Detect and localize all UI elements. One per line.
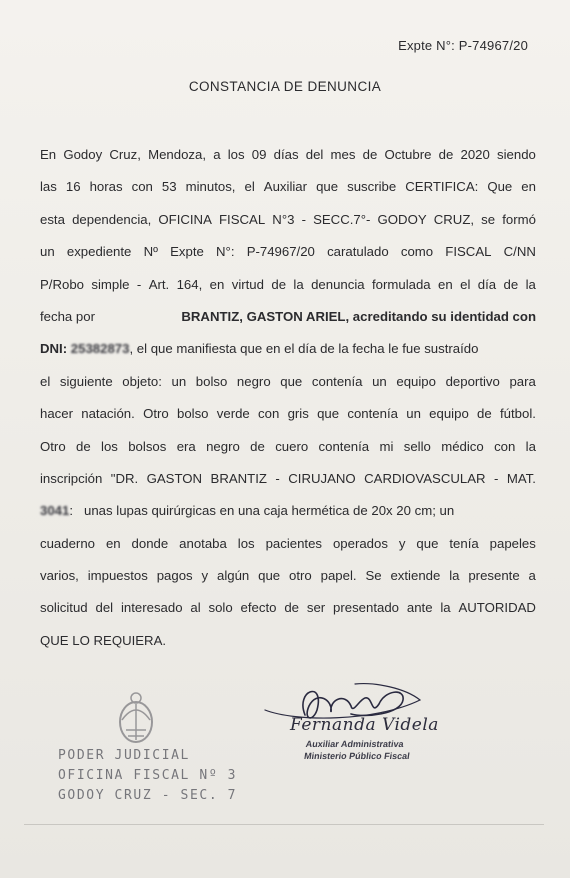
body-word: varios, [40,568,79,584]
body-word: equipo [396,373,436,389]
body-word: Mendoza, [148,147,206,162]
body-line-4 [40,242,536,274]
body-word: C/NN [503,244,536,260]
body-word: y [201,568,209,584]
body-word: solo [208,600,233,616]
body-word: la [440,600,451,616]
body-word: MAT. [506,470,536,486]
body-word: GASTON [146,470,203,486]
body-word: simple [91,276,130,292]
dni-redacted: 25382873 [70,341,130,357]
body-word: N°: [216,244,235,260]
signatory-role-line-1: Auxiliar Administrativa [305,739,405,749]
body-word: impuestos [87,568,148,584]
body-word: que [280,373,303,389]
body-word: deportivo [445,373,500,389]
body-word: para [509,373,536,389]
body-word: virtud [231,276,264,292]
body-word: - [493,470,499,486]
body-word: formulada [372,276,431,292]
body-word: efecto [240,600,277,616]
body-word: verde [216,406,250,422]
body-word: FISCAL [219,211,266,227]
body-word: al [190,600,201,616]
body-word: de [271,276,287,292]
body-word: contenía [311,373,363,389]
body-word: de [477,406,492,422]
body-word: bolso [195,373,228,389]
body-word: 2020 [460,147,490,162]
body-word: ser [306,600,326,616]
signatory-role [303,738,412,762]
body-word: a [213,147,221,162]
body-word: AUTORIDAD [458,600,536,616]
body-word: gris [287,406,309,422]
case-number: Expte N°: P-74967/20 [398,38,528,53]
body-line-11 [40,469,536,501]
body-word: día [477,276,497,292]
body-word: Godoy [63,147,103,162]
body-word: la [525,438,536,454]
body-word: CRUZ, [433,211,475,227]
body-word: GODOY [377,211,427,227]
body-word: operados [332,535,388,551]
signatory-name: Fernanda Videla [290,715,439,735]
body-word: SECC.7°- [313,211,371,227]
body-word: que [258,568,281,584]
body-word: con [131,179,153,195]
body-word: negro [236,373,271,389]
body-word: extiende [390,568,441,584]
body-word: los [101,438,118,454]
body-word: mes [330,147,356,162]
body-word: donde [131,535,169,551]
body-word: un [372,373,387,389]
body-word: pacientes [265,535,323,551]
body-word: dependencia, [72,211,152,227]
body-word: 53 [161,179,177,195]
body-word: del [95,600,114,616]
body-word: esta [40,211,65,227]
body-word: En [40,147,57,162]
body-word: BRANTIZ [210,470,267,486]
body-word: interesado [120,600,183,616]
body-word: un [171,373,187,389]
body-word: era [176,438,196,454]
dni-label: DNI: [40,341,71,357]
certificate-body [40,145,536,663]
license-redacted: 3041 [40,503,70,519]
body-word: la [525,276,536,292]
body-word: expediente [66,244,132,260]
body-word: pagos [156,568,193,584]
stamp-line-3: GODOY CRUZ - SEC. 7 [58,788,238,803]
body-word: de [284,600,299,616]
body-word: la [293,276,304,292]
body-word: el [460,276,471,292]
body-word: de [362,147,378,162]
body-text-run: fecha por [40,308,95,324]
body-word: mi [379,438,394,454]
body-word: siguiente [59,373,113,389]
body-word: inscripción [40,470,103,486]
body-word: cuero [275,438,309,454]
stamp-line-1: PODER JUDICIAL [58,748,190,763]
body-word: 09 [251,147,267,162]
body-word: Auxiliar [263,179,308,195]
body-word: Nº [143,244,158,260]
body-word: días [273,147,299,162]
bottom-rule [24,824,544,825]
body-word: en [209,276,225,292]
body-line-15 [40,598,536,630]
body-word: con [258,406,280,422]
body-word: 16 [65,179,81,195]
body-word: en [438,276,453,292]
body-word: equipo [429,406,469,422]
stamp-line-2: OFICINA FISCAL Nº 3 [58,768,238,783]
body-word: como [400,244,434,260]
body-word: solicitud [40,600,88,616]
body-word: papeles [489,535,536,551]
body-word: de [250,438,265,454]
body-word: algún [216,568,250,584]
body-word: en [105,535,121,551]
body-word: y [398,535,406,551]
body-word: se [481,211,496,227]
body-word: papel. [320,568,357,584]
body-word: los [237,535,255,551]
body-word: OFICINA [158,211,212,227]
body-word: Otro [143,406,169,422]
body-line-9 [40,404,536,436]
body-line-14 [40,566,536,598]
body-text-run: : unas lupas quirúrgicas en una caja hermética de 20x 20 cm; un [69,503,455,519]
body-word: de [76,438,91,454]
body-word: cuaderno [40,535,95,551]
body-line-12 [40,501,536,533]
body-word: hacer [40,406,73,422]
body-word: que [416,535,439,551]
body-word: Cruz, [109,147,141,162]
body-word: objeto: [122,373,162,389]
body-word: con [494,438,516,454]
body-word: P/Robo [40,276,84,292]
body-word: que [317,406,340,422]
body-word: el [244,179,255,195]
body-word: a [528,568,536,584]
body-word: de [438,147,454,162]
body-word: caratulado [327,244,389,260]
body-word: de [503,276,519,292]
body-line-3 [40,210,536,242]
body-word: CARDIOVASCULAR [364,470,486,486]
body-word: un [40,244,55,260]
body-word: del [305,147,324,162]
body-line-6 [40,307,536,339]
body-word: los [227,147,245,162]
complainant-name: BRANTIZ, GASTON ARIEL, acreditando su identidad con [181,308,536,324]
body-word: un [406,406,421,422]
body-word: Que [487,179,513,195]
body-line-1 [40,145,536,177]
body-word: contenía [347,406,398,422]
body-word: tenía [449,535,479,551]
body-word: P-74967/20 [246,244,315,260]
body-word: presente [468,568,520,584]
body-word: denuncia [311,276,365,292]
body-word: presentado [333,600,400,616]
body-word: médico [441,438,484,454]
body-line-5 [40,275,536,307]
body-word: 164, [176,276,203,292]
body-word: bolsos [128,438,167,454]
body-word: las [40,179,57,195]
body-word: formó [502,211,536,227]
body-line-last: QUE LO REQUIERA. [40,632,167,648]
body-word: CIRUJANO [288,470,356,486]
body-word: que [316,179,339,195]
body-word: suscribe [347,179,397,195]
body-word: anotaba [179,535,227,551]
body-word: - [275,470,280,486]
document-title: CONSTANCIA DE DENUNCIA [188,79,382,94]
body-word: natación. [81,406,135,422]
body-line-8 [40,372,536,404]
body-word: Otro [40,438,66,454]
body-word: minutos, [185,179,236,195]
body-word: Expte [170,244,204,260]
body-line-10 [40,437,536,469]
body-word: sello [403,438,431,454]
body-word: fútbol. [499,406,536,422]
body-word: - [301,211,306,227]
body-word: Art. [148,276,170,292]
body-word: bolso [176,406,209,422]
body-word: "DR. [110,470,139,486]
body-text-run: , el que manifiesta que en el día de la fecha le fue sustraído [129,341,479,357]
body-word: otro [289,568,312,584]
body-line-7 [40,339,536,371]
official-stamp [58,748,258,808]
body-word: FISCAL [445,244,492,260]
body-word: la [449,568,460,584]
body-word: horas [89,179,123,195]
body-word: Se [365,568,382,584]
body-line-13 [40,534,536,566]
body-word: N°3 [272,211,295,227]
body-word: CERTIFICA: [405,179,479,195]
body-word: - [136,276,142,292]
body-word: siendo [497,147,536,162]
body-word: el [40,373,51,389]
coat-of-arms-seal-icon [112,690,160,750]
body-word: en [521,179,536,195]
body-word: contenía [318,438,370,454]
body-word: Octubre [384,147,432,162]
body-line-2 [40,177,536,209]
body-word: ante [406,600,433,616]
body-word: negro [206,438,240,454]
signatory-role-line-2: Ministerio Público Fiscal [303,751,411,761]
